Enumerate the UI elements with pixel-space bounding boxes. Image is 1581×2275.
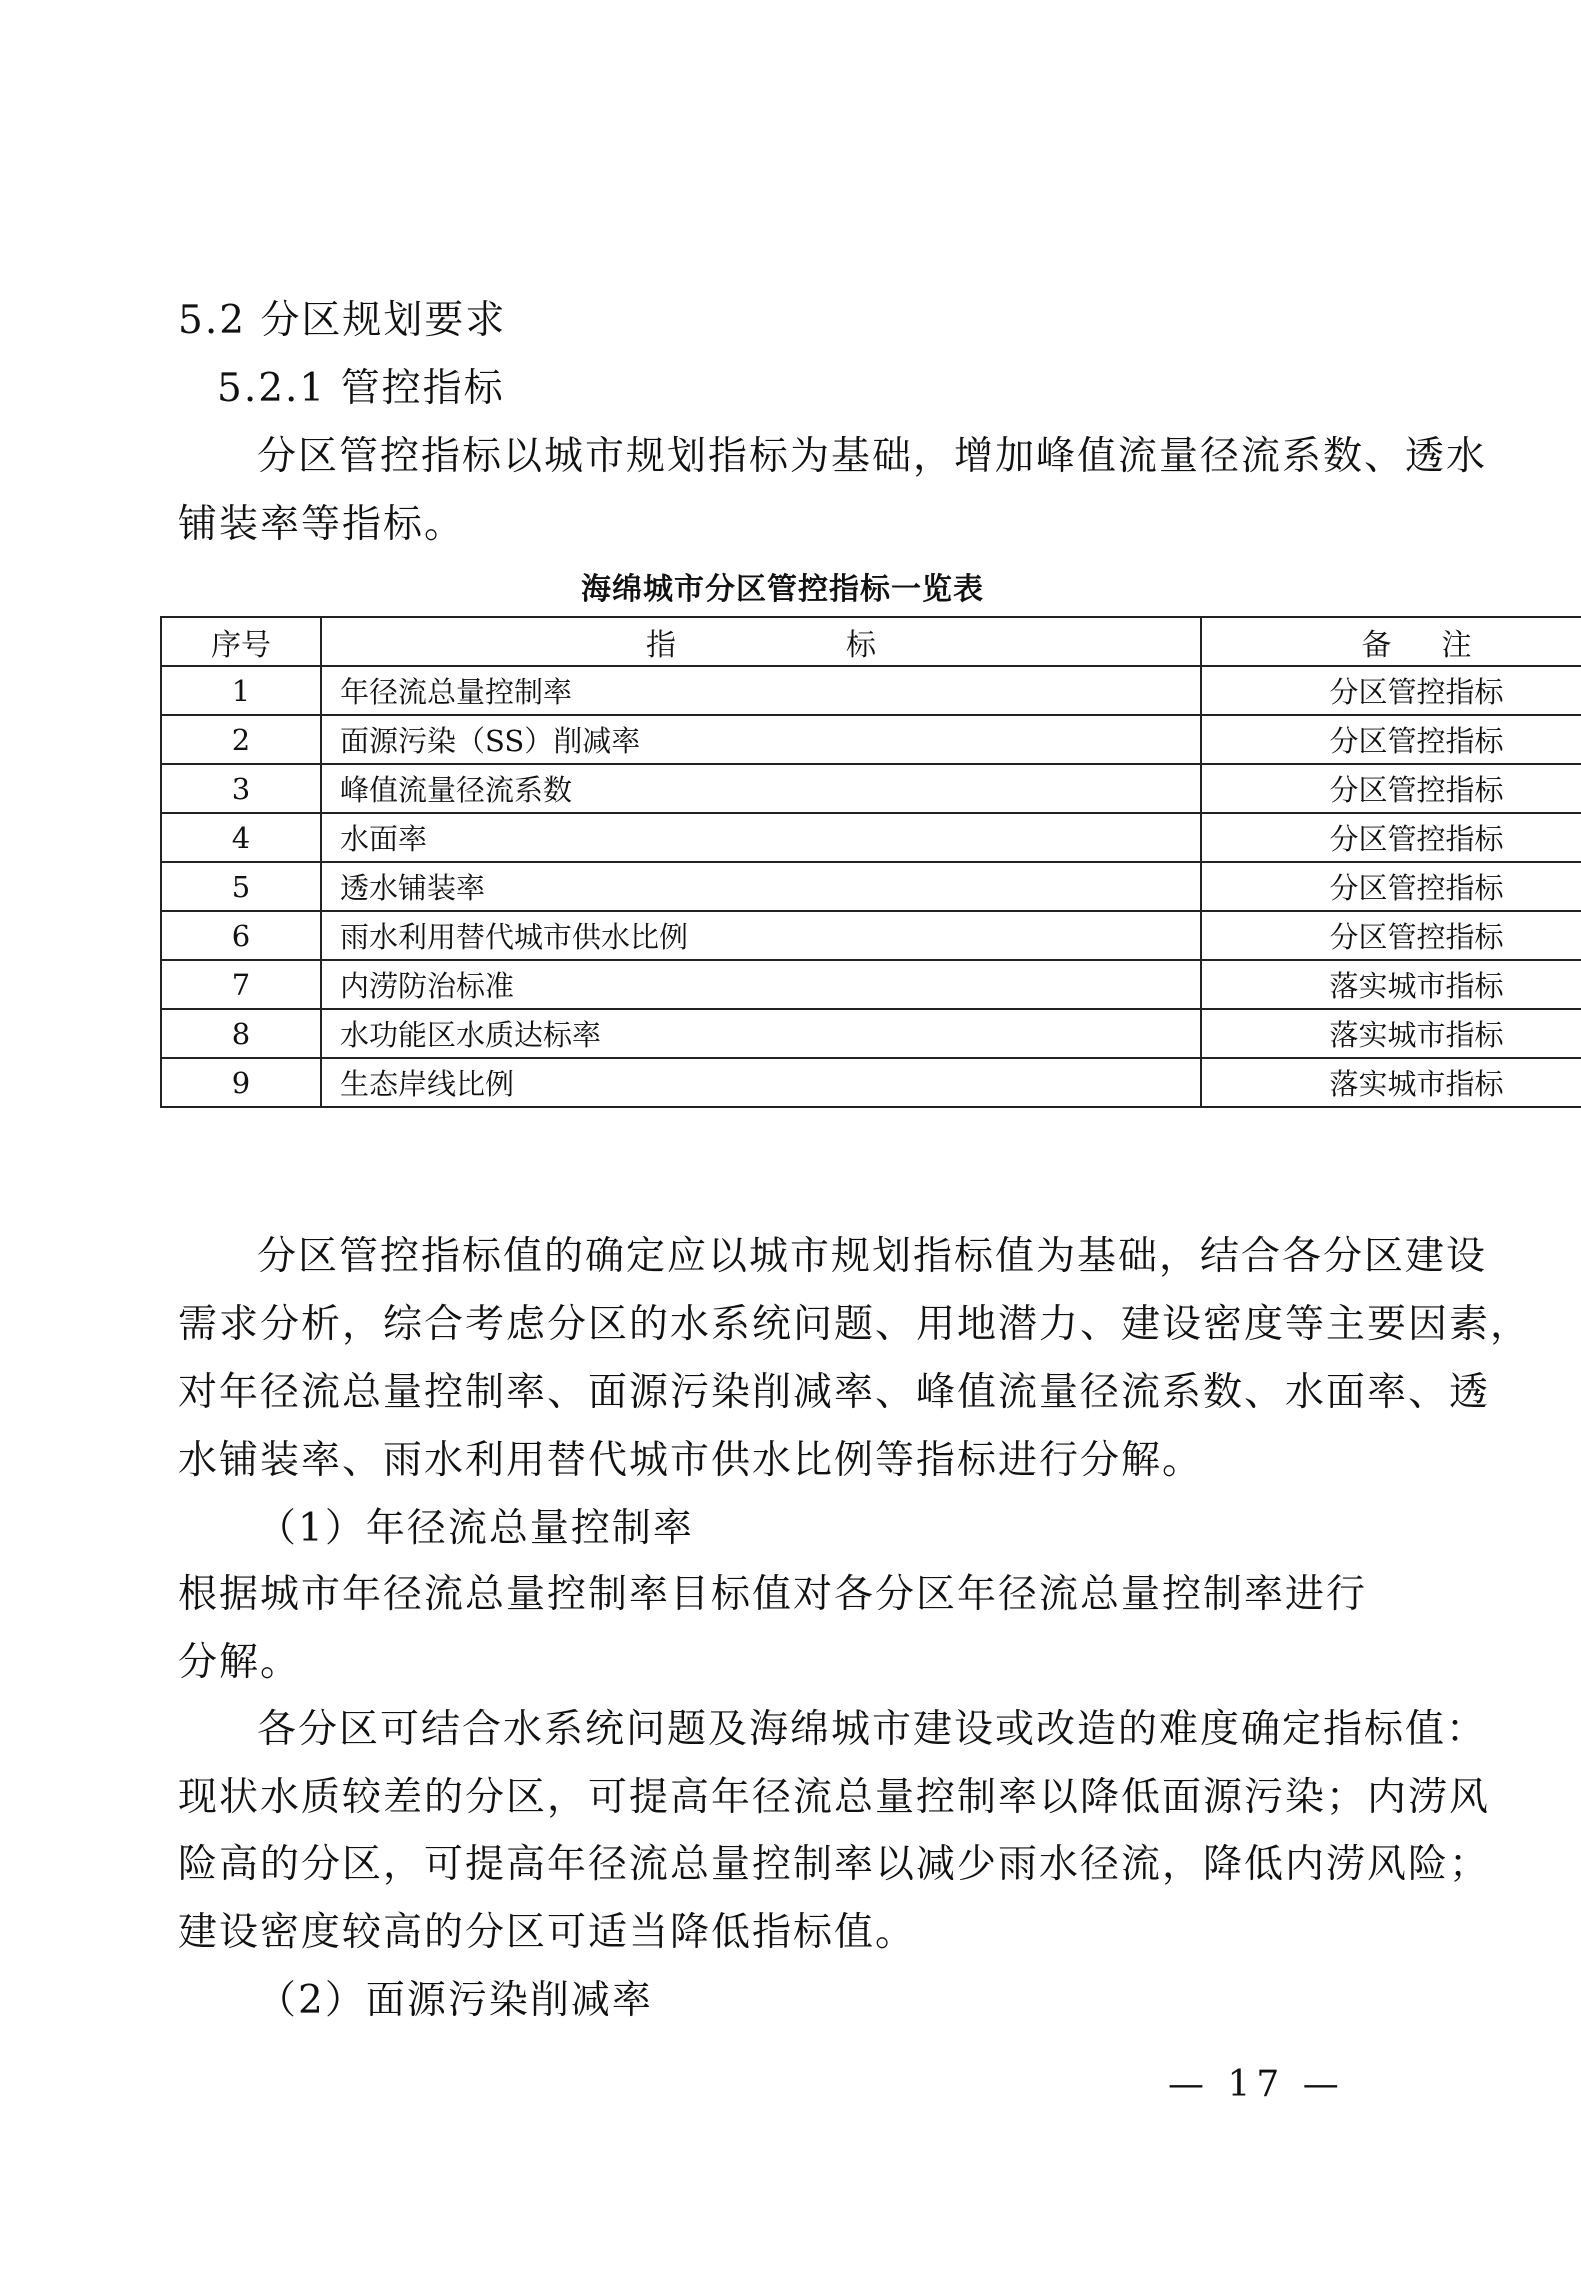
row-number: 7 (161, 960, 321, 1009)
column-header-indicator: 指标 (321, 617, 1201, 666)
paragraph-line: 建设密度较高的分区可适当降低指标值。 (178, 1910, 917, 1955)
paragraph-line: 铺装率等指标。 (178, 502, 466, 547)
paragraph-line: 险高的分区，可提高年径流总量控制率以减少雨水径流，降低内涝风险； (178, 1842, 1491, 1887)
row-note: 分区管控指标 (1201, 764, 1581, 813)
row-number: 6 (161, 911, 321, 960)
paragraph-line: 现状水质较差的分区，可提高年径流总量控制率以降低面源污染；内涝风 (178, 1775, 1491, 1820)
table-header-row (161, 617, 1581, 666)
row-indicator: 峰值流量径流系数 (321, 764, 1201, 813)
paragraph-line: 对年径流总量控制率、面源污染削减率、峰值流量径流系数、水面率、透 (178, 1370, 1491, 1415)
table-row (161, 911, 1581, 960)
paragraph-line: 水铺装率、雨水利用替代城市供水比例等指标进行分解。 (178, 1438, 1204, 1483)
row-note: 落实城市指标 (1201, 1058, 1581, 1107)
row-indicator: 雨水利用替代城市供水比例 (321, 911, 1201, 960)
row-number: 1 (161, 666, 321, 715)
row-number: 9 (161, 1058, 321, 1107)
paragraph-line: 分解。 (178, 1640, 302, 1685)
row-number: 4 (161, 813, 321, 862)
row-indicator: 水功能区水质达标率 (321, 1009, 1201, 1058)
item-heading-1: （1）年径流总量控制率 (257, 1506, 694, 1551)
row-note: 分区管控指标 (1201, 666, 1581, 715)
row-indicator: 生态岸线比例 (321, 1058, 1201, 1107)
paragraph-line: 分区管控指标值的确定应以城市规划指标值为基础，结合各分区建设 (257, 1234, 1488, 1279)
row-indicator: 内涝防治标准 (321, 960, 1201, 1009)
row-note: 分区管控指标 (1201, 911, 1581, 960)
table-caption: 海绵城市分区管控指标一览表 (581, 572, 984, 607)
row-indicator: 透水铺装率 (321, 862, 1201, 911)
row-note: 落实城市指标 (1201, 1009, 1581, 1058)
table-row (161, 960, 1581, 1009)
row-number: 2 (161, 715, 321, 764)
item-heading-2: （2）面源污染削减率 (257, 1978, 653, 2023)
paragraph-line: 需求分析，综合考虑分区的水系统问题、用地潜力、建设密度等主要因素， (178, 1302, 1532, 1347)
paragraph-line: 分区管控指标以城市规划指标为基础，增加峰值流量径流系数、透水 (257, 434, 1488, 479)
table-row (161, 813, 1581, 862)
table-row (161, 1058, 1581, 1107)
row-indicator: 年径流总量控制率 (321, 666, 1201, 715)
row-note: 落实城市指标 (1201, 960, 1581, 1009)
row-indicator: 面源污染（SS）削减率 (321, 715, 1201, 764)
table-row (161, 764, 1581, 813)
row-number: 5 (161, 862, 321, 911)
column-header-note: 备注 (1201, 617, 1581, 666)
row-note: 分区管控指标 (1201, 862, 1581, 911)
table-row (161, 715, 1581, 764)
indicator-table (160, 616, 1581, 1108)
paragraph-line: 根据城市年径流总量控制率目标值对各分区年径流总量控制率进行 (178, 1572, 1368, 1617)
row-note: 分区管控指标 (1201, 715, 1581, 764)
page-number: — 17 — (1168, 2064, 1345, 2105)
row-note: 分区管控指标 (1201, 813, 1581, 862)
section-heading: 5.2 分区规划要求 (178, 298, 507, 343)
row-number: 8 (161, 1009, 321, 1058)
table-row (161, 862, 1581, 911)
table-row (161, 666, 1581, 715)
paragraph-line: 各分区可结合水系统问题及海绵城市建设或改造的难度确定指标值： (257, 1707, 1488, 1752)
table-row (161, 1009, 1581, 1058)
subsection-heading: 5.2.1 管控指标 (217, 366, 505, 411)
row-indicator: 水面率 (321, 813, 1201, 862)
row-number: 3 (161, 764, 321, 813)
column-header-number: 序号 (161, 617, 321, 666)
